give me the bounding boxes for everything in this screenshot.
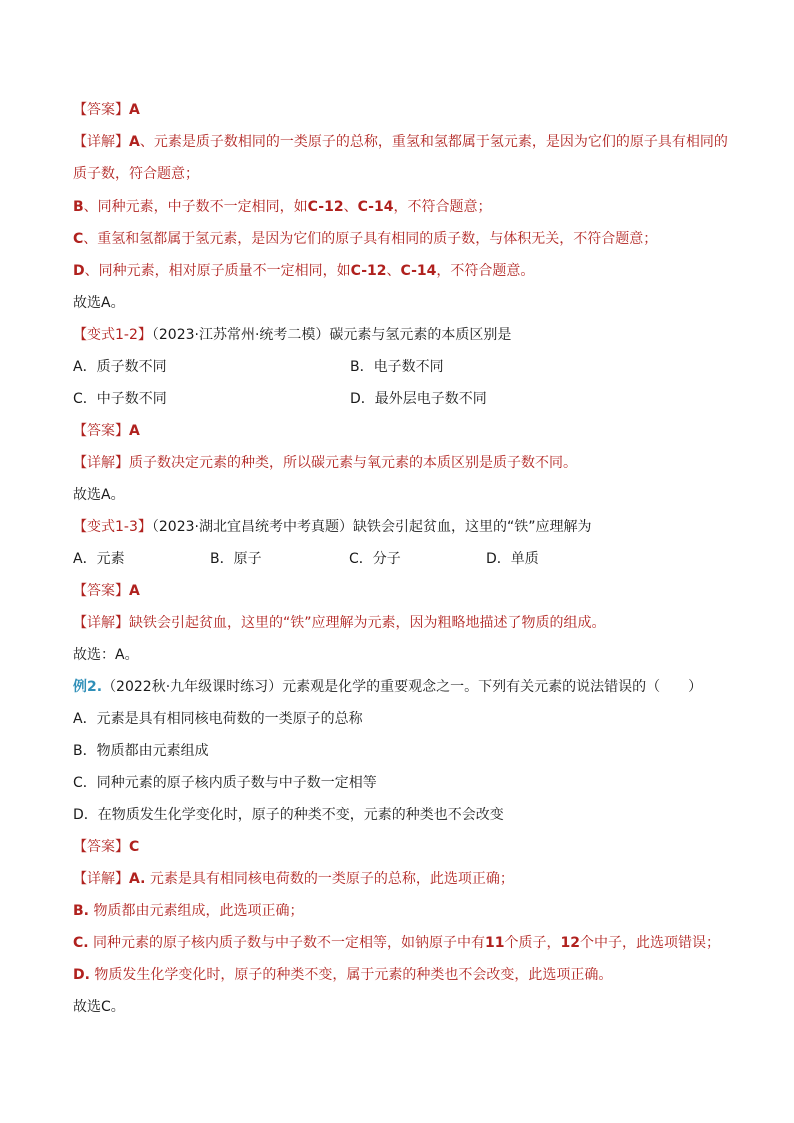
option-c: C．分子 xyxy=(349,551,401,567)
answer-label: 【答案】 xyxy=(73,102,129,118)
detail-option-a: 【详解】A. 元素是具有相同核电荷数的一类原子的总称，此选项正确； xyxy=(73,871,514,887)
question-variant-1-3 xyxy=(73,516,733,538)
option-a: A．元素 xyxy=(73,551,125,567)
detail-label: 【详解】 xyxy=(73,134,129,150)
option-b: B．电子数不同 xyxy=(350,359,444,375)
conclusion: 故选A。 xyxy=(73,295,125,311)
detail-option-b: B、同种元素，中子数不一定相同，如C-12、C-14，不符合题意； xyxy=(73,199,492,215)
detail-line-continued: 质子数，符合题意； xyxy=(73,166,199,182)
option-a: A．元素是具有相同核电荷数的一类原子的总称 xyxy=(73,711,363,727)
options-row xyxy=(73,548,733,570)
question-example-2 xyxy=(73,676,733,698)
option-c: C．中子数不同 xyxy=(73,391,167,407)
question-stem: 缺铁会引起贫血，这里的“铁”应理解为 xyxy=(352,519,592,535)
example-tag: 例2. xyxy=(73,679,103,695)
option-a: A．质子数不同 xyxy=(73,359,167,375)
question-variant-1-2 xyxy=(73,324,733,346)
options-row xyxy=(73,388,733,410)
detail-option-b: B. 物质都由元素组成，此选项正确； xyxy=(73,903,304,919)
option-d: D．单质 xyxy=(486,551,539,567)
question-source: （2023·湖北宜昌统考中考真题） xyxy=(151,519,353,535)
question-stem: 碳元素与氢元素的本质区别是 xyxy=(329,327,512,343)
question-source: （2023·江苏常州·统考二模） xyxy=(151,327,330,343)
answer-line: 【答案】A xyxy=(73,583,140,599)
options-row xyxy=(73,356,733,378)
option-d: D．在物质发生化学变化时，原子的种类不变，元素的种类也不会改变 xyxy=(73,807,504,823)
conclusion: 故选C。 xyxy=(73,999,125,1015)
conclusion: 故选：A。 xyxy=(73,647,139,663)
option-d: D．最外层电子数不同 xyxy=(350,391,487,407)
answer-line xyxy=(73,99,733,121)
question-tag: 【变式1-2】 xyxy=(73,327,152,343)
question-stem: 元素观是化学的重要观念之一。下列有关元素的说法错误的（ ） xyxy=(282,679,703,695)
answer-line: 【答案】C xyxy=(73,839,140,855)
detail-line: 【详解】缺铁会引起贫血，这里的“铁”应理解为元素，因为粗略地描述了物质的组成。 xyxy=(73,615,606,631)
question-tag: 【变式1-3】 xyxy=(73,519,152,535)
detail-option-c: C、重氢和氢都属于氢元素，是因为它们的原子具有相同的质子数，与体积无关，不符合题意； xyxy=(73,231,658,247)
detail-option-d: D、同种元素，相对原子质量不一定相同，如C-12、C-14，不符合题意。 xyxy=(73,263,535,279)
detail-line: 【详解】A、元素是质子数相同的一类原子的总称，重氢和氢都属于氢元素，是因为它们的原子具有相同的 xyxy=(73,134,728,150)
option-c: C．同种元素的原子核内质子数与中子数一定相等 xyxy=(73,775,377,791)
detail-option-d: D. 物质发生化学变化时，原子的种类不变，属于元素的种类也不会改变，此选项正确。 xyxy=(73,967,613,983)
option-b: B．物质都由元素组成 xyxy=(73,743,209,759)
answer-line: 【答案】A xyxy=(73,423,140,439)
conclusion: 故选A。 xyxy=(73,487,125,503)
detail-option-c: C. 同种元素的原子核内质子数与中子数不一定相等，如钠原子中有11个质子，12个中子，此选项错误； xyxy=(73,935,721,951)
question-source: （2022秋·九年级课时练习） xyxy=(102,679,283,695)
option-b: B．原子 xyxy=(210,551,262,567)
detail-line: 【详解】质子数决定元素的种类，所以碳元素与氧元素的本质区别是质子数不同。 xyxy=(73,455,577,471)
answer-value: A xyxy=(129,102,140,118)
